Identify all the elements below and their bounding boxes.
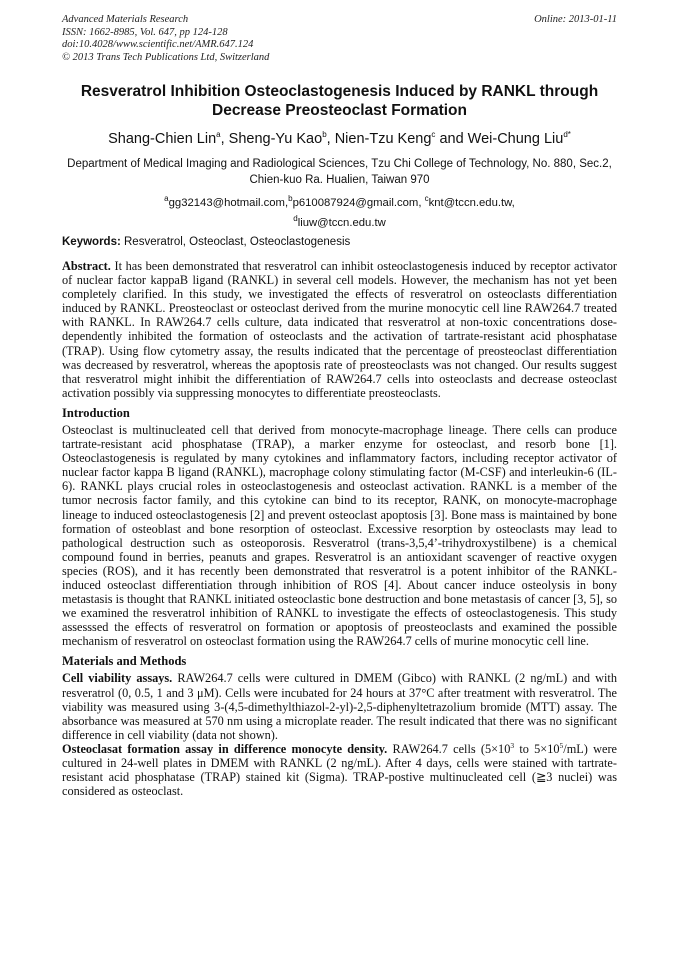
abstract-paragraph: [62, 259, 617, 400]
journal-name: Advanced Materials Research: [62, 14, 189, 25]
author-superscript: a: [216, 130, 221, 140]
exponent: 3: [510, 740, 515, 750]
author-superscript: c: [431, 130, 436, 140]
online-date: Online: 2013-01-11: [534, 14, 617, 25]
issn-line: ISSN: 1662-8985, Vol. 647, pp 124-128: [62, 26, 228, 38]
email-superscript: b: [288, 194, 293, 204]
email-line: [62, 213, 617, 233]
paper-body: [62, 259, 617, 798]
journal-header: [62, 14, 617, 64]
email-line: [62, 193, 617, 213]
email-superscript: c: [424, 194, 429, 204]
formation-text: RAW264.7 cells (5×10: [387, 741, 511, 756]
abstract-text: It has been demonstrated that resveratrol can inhibit osteoclastogenesis induced by receptor activator of nuclear factor kappaB ligand (RANKL) in several cell models. However, the mechanism has not yet been completely clarified. In this study, we investigated the effects of resveratrol on osteoclasts differentiation induced by RANKL. Preosteoclast or osteoclast derived from the murine monocytic cell line RAW264.7 treated with RANKL. In RAW264.7 cells culture, data indicated that resveratrol at non-toxic concentrations dose-dependently inhibited the formation of osteoclasts and the activation of tartrate-resistant acid phosphatase (TRAP). Using flow cytometry assay, the results indicated that the percentage of preosteoclast differentiation was decreased by resveratrol, whereas the apoptosis rate of preosteoclasts was not changed. Our results suggest that resveratrol might inhibit the differentiation of RAW264.7 cells into osteoclasts and decrease osteoclast activation possibly via suppressing monocytes to differentiate preosteoclasts.: [62, 259, 617, 400]
keywords-line: [62, 235, 617, 250]
email-superscript: a: [164, 194, 169, 204]
author-name: Nien-Tzu Keng: [334, 131, 432, 147]
introduction-heading: Introduction: [62, 405, 130, 420]
author-superscript: d*: [563, 130, 571, 140]
doi-line: doi:10.4028/www.scientific.net/AMR.647.124: [62, 39, 254, 50]
author-separator: ,: [326, 131, 335, 147]
viability-text: RAW264.7 cells were cultured in DMEM (Gibco) with RANKL (2 ng/mL) and with resveratrol (0, 0.5, 1 and 3 μM). Cells were incubated for 24 hours at 37°C after treatment with resveratrol. The viability was measured using 3-(4,5-dimethylthiazol-2-yl)-2,5-diphenyltetrazolium bromide (MTT) assay. The absorbance was measured at 570 nm using a microplate reader. The result indicated that there was no significant difference in cell viability (data not shown).: [62, 671, 617, 742]
author-separator: ,: [220, 131, 229, 147]
author-list: [62, 130, 617, 148]
paper-title: Resveratrol Inhibition Osteoclastogenesis Induced by RANKL through Decrease Preosteoclast Formation: [80, 83, 599, 119]
introduction-paragraph: Osteoclast is multinucleated cell that derived from monocyte-macrophage lineage. There cells can produce tartrate-resistant acid phosphatase (TRAP), a marker enzyme for osteoclast, and resorb bone [1]. Osteoclastogenesis is regulated by many cytokines and inflammatory factors, including receptor activator of nuclear factor kappa B ligand (RANKL), macrophage colony stimulating factor (M-CSF) and interleukin-6 (IL-6). RANKL plays crucial roles in osteoclastogenesis and osteoclast activation. RANKL is a member of the tumor necrosis factor family, and this cytokine can bind to its receptor, RANK, on monocyte-macrophage lineage to induced osteoclastogenesis [2] and prevent osteoclast apoptosis [3]. Bone mass is maintained by bone formation of osteoblast and bone resorption of osteoclast. Excessive resorption by osteoclasts may lead to pathological destruction such as osteoporosis. Resveratrol (trans-3,5,4’-trihydroxystilbene) is a chemical compound found in berries, peanuts and grapes. Resveratrol is an antioxidant scavenger of reactive oxygen species (ROS), and it has recently been demonstrated that resveratrol is a potent inhibitor of the RANKL-induced osteoclast differentiation through inhibition of ROS [4]. About cancer induce osteolysis in bony metastasis is thought that RANKL initiated osteoclastic bone destruction and bone metastasis of cancer [3, 5], so we examined the resveratrol inhibition of RANKL to investigate the effects of osteoclastogenesis. This study assesssed the effects of resveratrol on formation or apoptosis of preosteoclasts and examined the possible mechanism of resveratrol on osteoclast formation using the RAW264.7 cells of murine monocytic cell line.: [62, 422, 617, 649]
email-address: liuw@tccn.edu.tw: [297, 217, 386, 229]
email-list: [62, 193, 617, 233]
formation-paragraph: [62, 742, 617, 798]
methods-heading: Materials and Methods: [62, 654, 187, 669]
affiliation: Department of Medical Imaging and Radiological Sciences, Tzu Chi College of Technology, No. 880, Sec.2, Chien-kuo Ra. Hualien, Taiwan 970: [67, 158, 612, 186]
formation-label: Osteoclasat formation assay in difference monocyte density.: [62, 741, 388, 756]
author-name: Shang-Chien Lin: [108, 131, 217, 147]
email-address: knt@tccn.edu.tw,: [428, 197, 515, 209]
author-name: Sheng-Yu Kao: [228, 131, 323, 147]
email-address: p610087924@gmail.com,: [292, 197, 425, 209]
exponent: 5: [559, 740, 564, 750]
copyright-line: © 2013 Trans Tech Publications Ltd, Switzerland: [62, 51, 270, 63]
author-superscript: b: [322, 130, 327, 140]
email-address: gg32143@hotmail.com,: [168, 197, 289, 209]
abstract-label: Abstract.: [62, 259, 111, 273]
formation-text: to 5×10: [514, 741, 560, 756]
keywords-label: Keywords:: [62, 236, 121, 248]
email-superscript: d: [293, 214, 298, 224]
formation-text: /mL) were cultured in 24-well plates in DMEM with RANKL (2 ng/mL). After 4 days, cells were stained with tartrate-resistant acid phosphatase (TRAP) stained kit (Sigma). TRAP-postive multinucleated cell (≧3 nuclei) was considered as osteoclast.: [62, 741, 617, 799]
viability-label: Cell viability assays.: [62, 671, 173, 686]
author-name: Wei-Chung Liu: [467, 131, 564, 147]
keywords-text: Resveratrol, Osteoclast, Osteoclastogenesis: [120, 236, 351, 248]
viability-paragraph: [62, 671, 617, 741]
author-separator: and: [435, 131, 468, 147]
